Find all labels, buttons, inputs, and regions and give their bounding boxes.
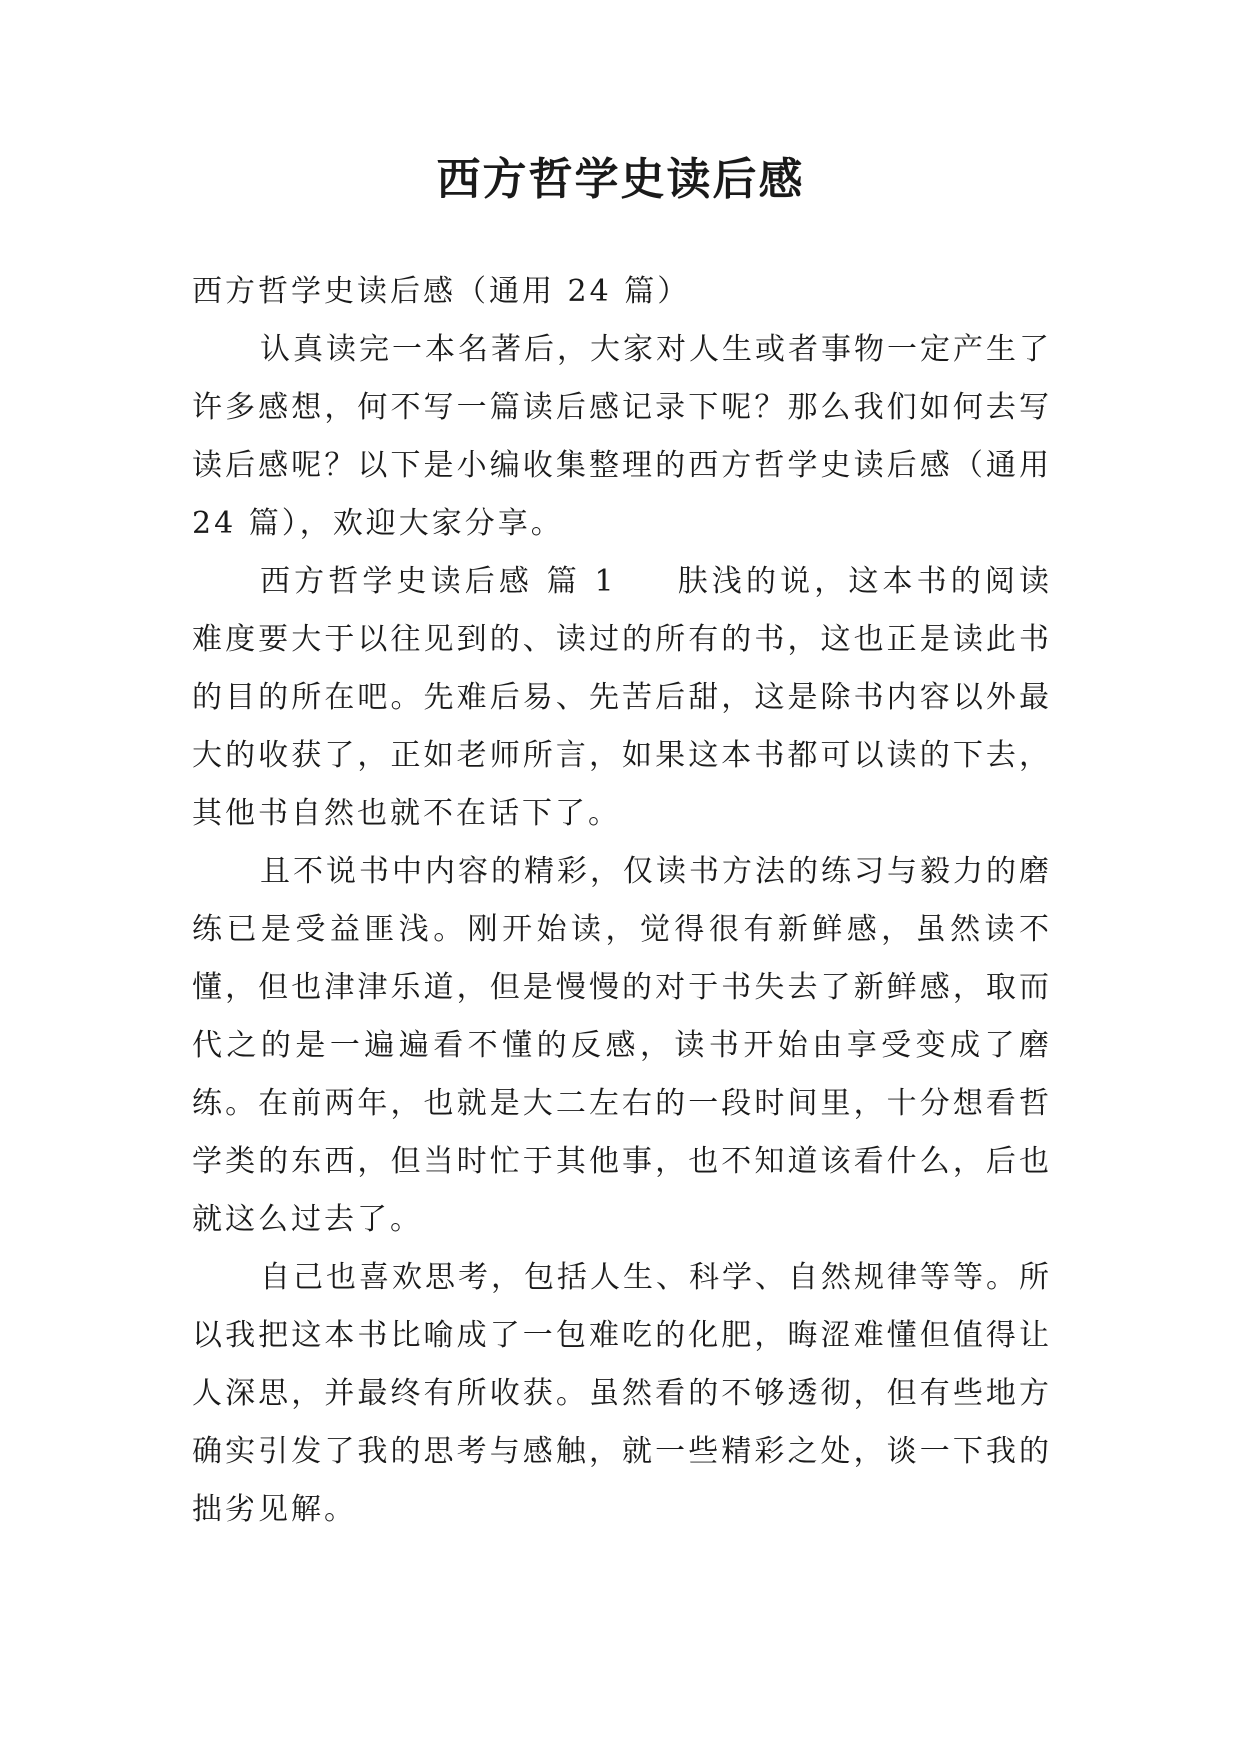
section-1-paragraph-3: 自己也喜欢思考，包括人生、科学、自然规律等等。所以我把这本书比喻成了一包难吃的化肥，晦涩难懂但值得让人深思，并最终有所收获。虽然看的不够透彻，但有些地方确实引发了我的思考与感触，就一些精彩之处，谈一下我的拙劣见解。 [192,1260,1052,1527]
section-1-paragraph-1-text: 肤浅的说，这本书的阅读难度要大于以往见到的、读过的所有的书，这也正是读此书的目的所在吧。先难后易、先苦后甜，这是除书内容以外最大的收获了，正如老师所言，如果这本书都可以读的下去，其他书自然也就不在话下了。 [192,564,1052,831]
section-1-paragraph-1 [192,553,1052,843]
section-1-heading: 西方哲学史读后感 篇 1 [260,564,617,599]
intro-paragraph: 认真读完一本名著后，大家对人生或者事物一定产生了许多感想，何不写一篇读后感记录下呢？那么我们如何去写读后感呢？以下是小编收集整理的西方哲学史读后感（通用 24 篇），欢迎大家分享。 [192,332,1052,541]
document-subtitle: 西方哲学史读后感（通用 24 篇） [192,274,691,309]
document-body [192,263,1052,1539]
document-title: 西方哲学史读后感 [436,154,805,205]
section-1-paragraph-2: 且不说书中内容的精彩，仅读书方法的练习与毅力的磨练已是受益匪浅。刚开始读，觉得很有新鲜感，虽然读不懂，但也津津乐道，但是慢慢的对于书失去了新鲜感，取而代之的是一遍遍看不懂的反感，读书开始由享受变成了磨练。在前两年，也就是大二左右的一段时间里，十分想看哲学类的东西，但当时忙于其他事，也不知道该看什么，后也就这么过去了。 [192,854,1052,1237]
